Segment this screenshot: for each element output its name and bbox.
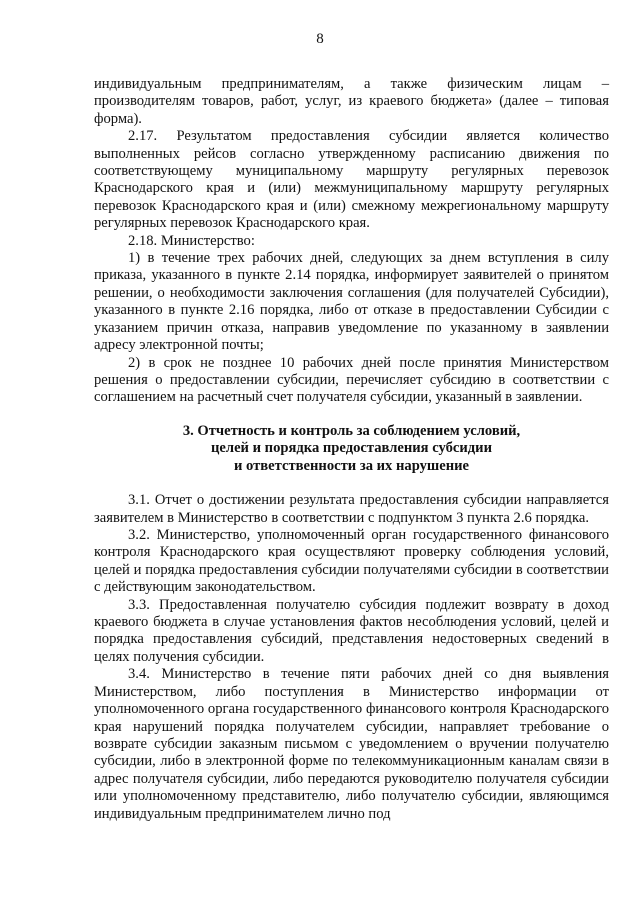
section-3-heading-line-2: целей и порядка предоставления субсидии (211, 440, 492, 457)
paragraph-2-18-item-1: 1) в течение трех рабочих дней, следующих за днем вступления в силу приказа, указанного в пункте 2.14 порядка, информирует заявителей о принятом решении, о необходимости заключения соглашения (для получателей Субсидии), указанного в пункте 2.16 порядка, либо от отказе в предоставлении Субсидии с указанием причин отказа, направив уведомление по указанному в заявлении адресу электронной почты; (94, 250, 609, 354)
paragraph-3-3: 3.3. Предоставленная получателю субсидия подлежит возврату в доход краевого бюджета в случае установления фактов несоблюдения условий, целей и порядка предоставления субсидий, представления недостоверных сведений в целях получения субсидии. (94, 596, 609, 665)
paragraph-2-18: 2.18. Министерство: (128, 232, 255, 249)
paragraph-2-17: 2.17. Результатом предоставления субсидии является количество выполненных рейсов согласно утвержденному расписанию движения по соответствующему муниципальному маршруту регулярных перевозок Краснодарского края и (или) межмуниципальному маршруту регулярных перевозок Краснодарского края и (или) смежному межрегиональному маршруту регулярных перевозок Краснодарского края. (94, 128, 609, 232)
paragraph-2-18-item-2: 2) в срок не позднее 10 рабочих дней после принятия Министерством решения о предоставлении субсидии, перечисляет субсидию в соответствии с соглашением на расчетный счет получателя субсидии, указанный в заявлении. (94, 354, 609, 406)
section-3-heading (94, 423, 609, 476)
paragraph-3-1: 3.1. Отчет о достижении результата предоставления субсидии направляется заявителем в Министерство в соответствии с подпунктом 3 пункта 2.6 порядка. (94, 492, 609, 526)
paragraph-3-2: 3.2. Министерство, уполномоченный орган государственного финансового контроля Краснодарского края осуществляют проверку соблюдения условий, целей и порядка предоставления субсидии получателями субсидии в соответствии с действующим законодательством. (94, 527, 609, 596)
section-3-heading-line-3: и ответственности за их нарушение (233, 457, 470, 474)
page-number: 8 (316, 31, 324, 47)
document-body (94, 76, 609, 823)
paragraph-continuation: индивидуальным предпринимателям, а также физическим лицам – производителям товаров, работ, услуг, из краевого бюджета» (далее – типовая форма). (94, 76, 609, 127)
section-3-heading-line-1: 3. Отчетность и контроль за соблюдением условий, (182, 422, 521, 439)
paragraph-3-4: 3.4. Министерство в течение пяти рабочих дней со дня выявления Министерством, либо поступления в Министерство информации от уполномоченного органа государственного финансового контроля Краснодарского края нарушений порядка получателем субсидии, направляет требование о возврате субсидии заказным письмом с уведомлением о вручении получателю субсидии, либо в электронной форме по телекоммуникационным каналам связи в адрес получателя субсидии, либо передаются руководителю получателя субсидии или уполномоченному представителю, либо получателю субсидии, являющимся индивидуальным предпринимателем лично под (94, 666, 609, 822)
